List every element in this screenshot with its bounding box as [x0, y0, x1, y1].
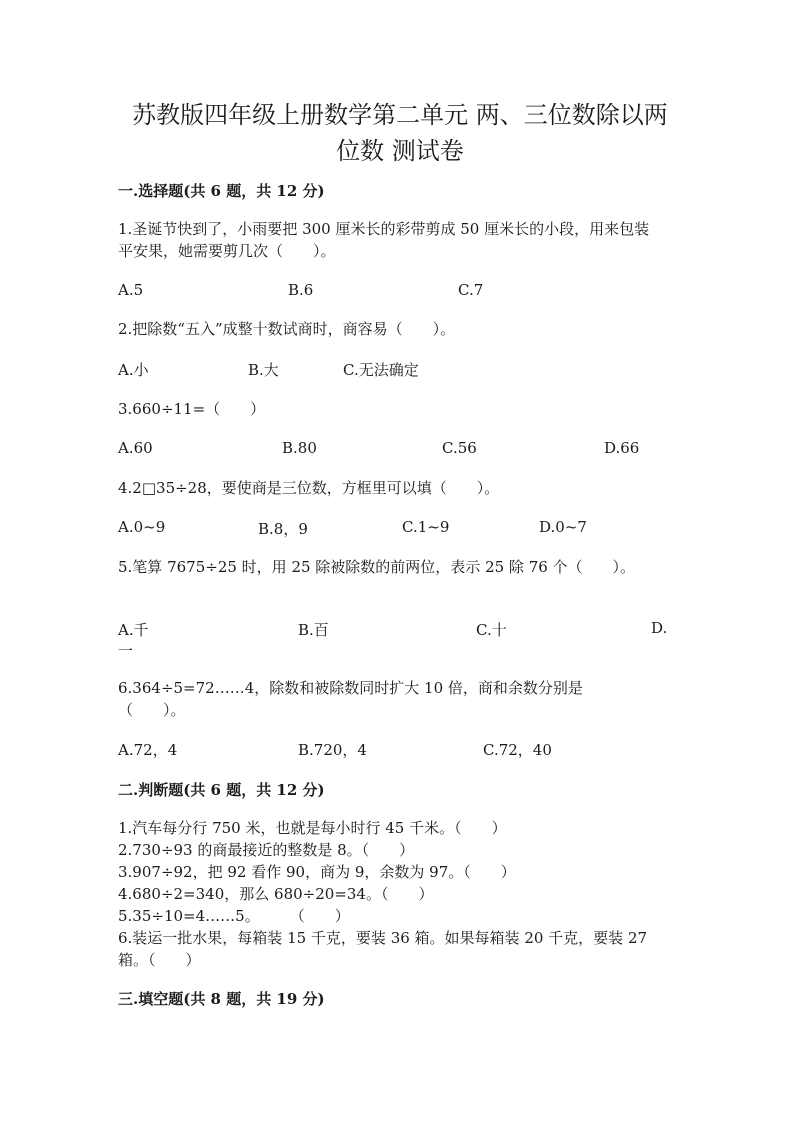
answer-option: B.6 — [288, 281, 314, 299]
judgment-item: 5.35÷10=4……5。 （ ） — [118, 907, 350, 925]
answer-option: B.80 — [282, 439, 317, 457]
judgment-item: 箱。（ ） — [118, 951, 201, 969]
answer-option: C.7 — [458, 281, 484, 299]
answer-option: B.8，9 — [258, 520, 308, 538]
judgment-item: 6.装运一批水果，每箱装 15 千克，要装 36 箱。如果每箱装 20 千克，要装 27 — [118, 929, 648, 947]
paper-title-line-2: 位数 测试卷 — [336, 137, 464, 165]
answer-option: C.1~9 — [402, 518, 450, 536]
question-text: 平安果，她需要剪几次（ ）。 — [118, 242, 336, 260]
answer-option: C.72，40 — [483, 741, 552, 759]
answer-option: A.0~9 — [118, 518, 166, 536]
answer-option: A.72，4 — [118, 741, 178, 759]
answer-option: B.大 — [248, 361, 279, 379]
answer-option: C.无法确定 — [343, 361, 419, 379]
judgment-item: 2.730÷93 的商最接近的整数是 8。（ ） — [118, 841, 415, 859]
answer-option: C.十 — [476, 621, 507, 639]
paper-title-line-1: 苏教版四年级上册数学第二单元 两、三位数除以两 — [132, 101, 668, 129]
answer-option: D.66 — [604, 439, 640, 457]
answer-option: A.60 — [118, 439, 153, 457]
answer-option: C.56 — [442, 439, 477, 457]
question-text: 1.圣诞节快到了，小雨要把 300 厘米长的彩带剪成 50 厘米长的小段，用来包装 — [118, 220, 650, 238]
judgment-item: 1.汽车每分行 750 米，也就是每小时行 45 千米。（ ） — [118, 819, 507, 837]
answer-option: B.百 — [298, 621, 329, 639]
answer-option: D. — [651, 619, 668, 637]
question-text: 3.660÷11=（ ） — [118, 400, 266, 418]
answer-option: A.千 — [118, 621, 149, 639]
section-heading-choice: 一.选择题(共 6 题，共 12 分) — [118, 182, 325, 200]
judgment-item: 4.680÷2=340，那么 680÷20=34。（ ） — [118, 885, 434, 903]
section-heading-true-false: 二.判断题(共 6 题，共 12 分) — [118, 781, 325, 799]
answer-option-wrap: 一 — [118, 642, 134, 660]
question-text: 6.364÷5=72……4，除数和被除数同时扩大 10 倍，商和余数分别是 — [118, 679, 583, 697]
question-text: 4.2□35÷28，要使商是三位数，方框里可以填（ ）。 — [118, 479, 500, 497]
answer-option: A.小 — [118, 361, 149, 379]
question-text: 5.笔算 7675÷25 时，用 25 除被除数的前两位，表示 25 除 76 个（ ）。 — [118, 558, 636, 576]
answer-option: D.0~7 — [539, 518, 587, 536]
answer-option: A.5 — [118, 281, 144, 299]
section-heading-fill-blank: 三.填空题(共 8 题，共 19 分) — [118, 990, 325, 1008]
judgment-item: 3.907÷92，把 92 看作 90，商为 9，余数为 97。（ ） — [118, 863, 516, 881]
question-text: （ ）。 — [118, 701, 186, 719]
question-text: 2.把除数“五入”成整十数试商时，商容易（ ）。 — [118, 320, 456, 338]
answer-option: B.720，4 — [298, 741, 367, 759]
